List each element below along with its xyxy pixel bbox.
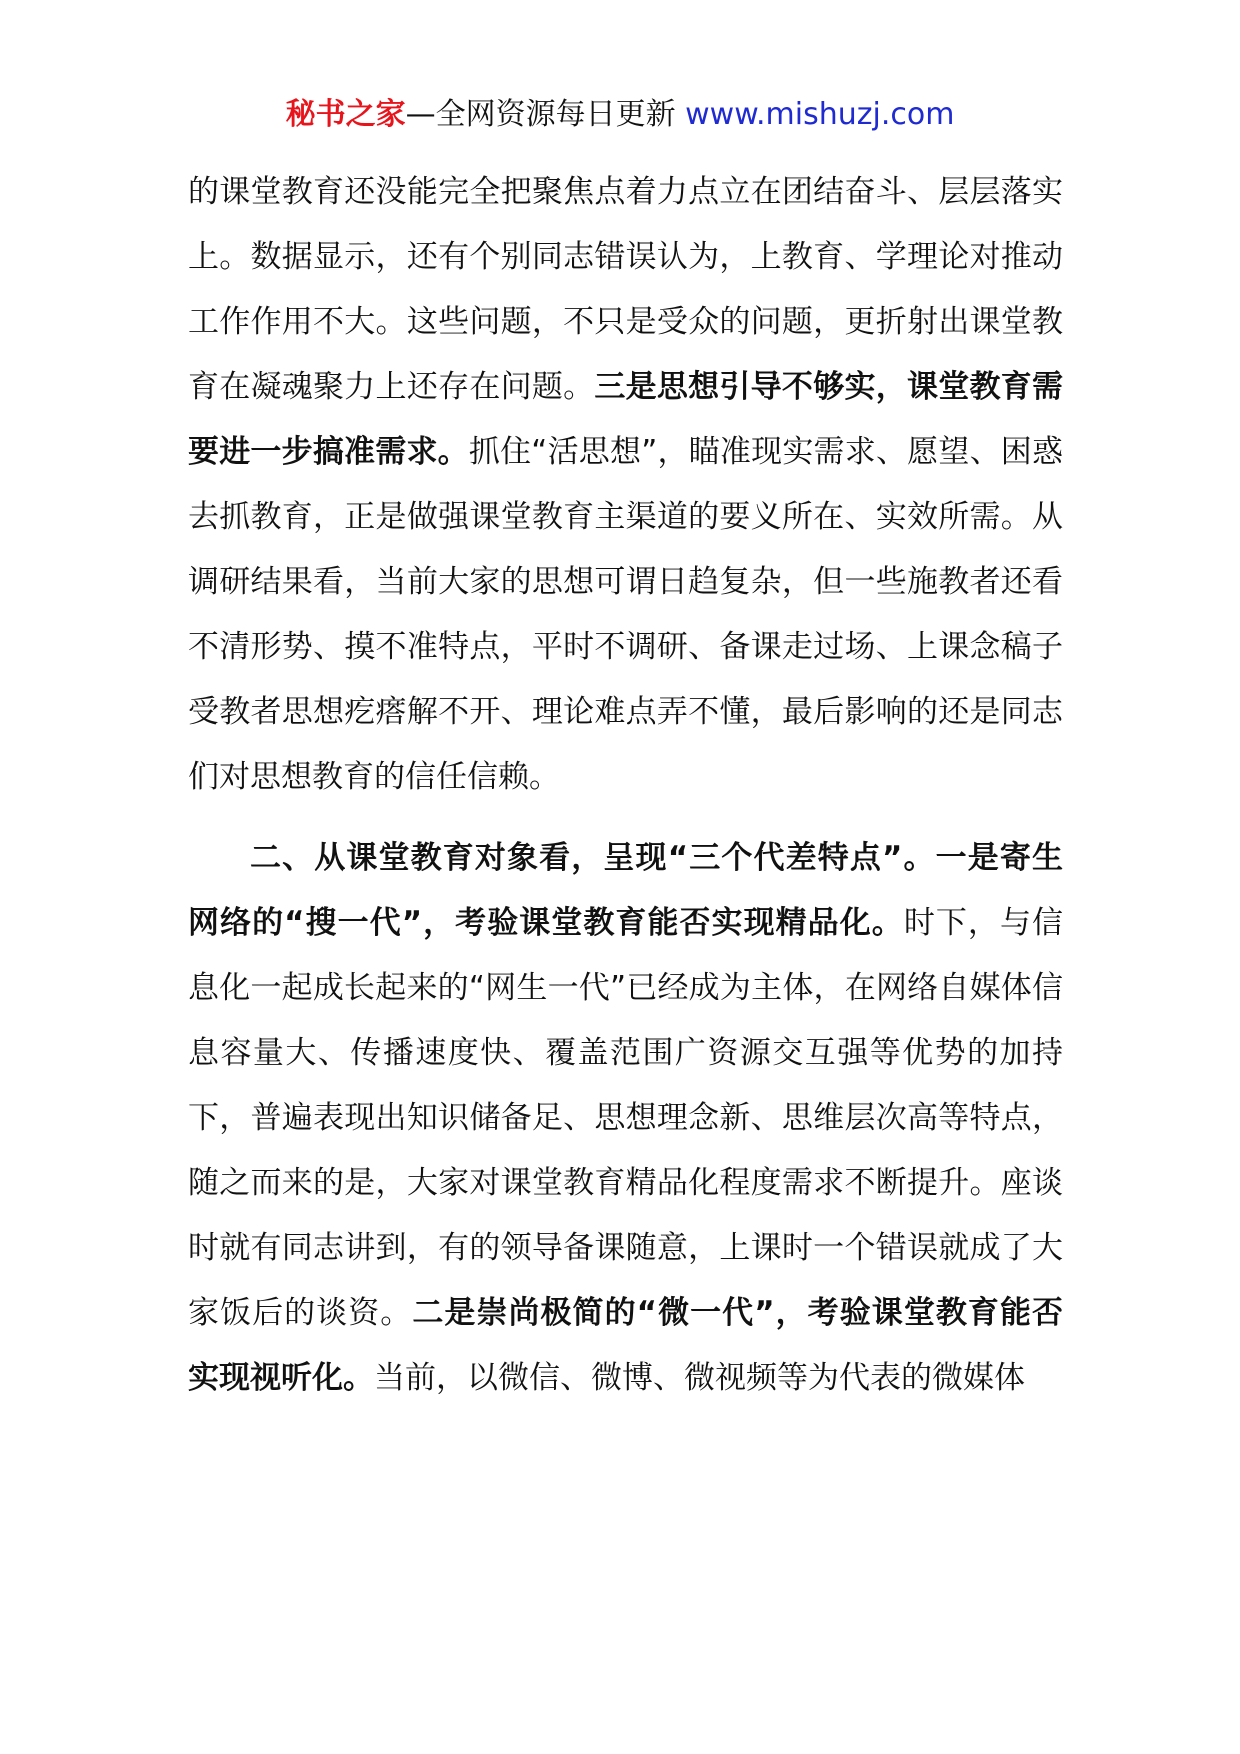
- document-body: [188, 160, 1063, 1411]
- text-segment: 抓住“活思想”，瞄准现实需求、愿望、困惑去抓教育，正是做强课堂教育主渠道的要义所在、实效所需。从调研结果看，当前大家的思想可谓日趋复杂，但一些施教者还看不清形势、摸不准特点，平时不调研、备课走过场、上课念稿子受教者思想疙瘩解不开、理论难点弄不懂，最后影响的还是同志们对思想教育的信任信赖。: [188, 434, 1063, 795]
- site-url-link[interactable]: www.mishuzj.com: [685, 97, 955, 132]
- text-segment: 当前，以微信、微博、微视频等为代表的微媒体: [374, 1360, 1025, 1396]
- site-watermark-header: [0, 95, 1240, 135]
- bold-heading-segment: 二是崇尚极简的“微一代”，考验课堂教育能否实现视听化。: [188, 1295, 1064, 1396]
- text-segment: 时下，与信息化一起成长起来的“网生一代”已经成为主体，在网络自媒体信息容量大、传播速度快、覆盖范围广资源交互强等优势的加持下，普遍表现出知识储备足、思想理念新、思维层次高等特点，随之而来的是，大家对课堂教育精品化程度需求不断提升。座谈时就有同志讲到，有的领导备课随意，上课时一个错误就成了大家饭后的谈资。: [188, 905, 1063, 1331]
- paragraph-1: [188, 160, 1063, 810]
- header-tagline: —全网资源每日更新: [405, 97, 686, 132]
- paragraph-2: [188, 826, 1063, 1411]
- brand-name: 秘书之家: [285, 97, 406, 132]
- text-segment: 的课堂教育还没能完全把聚焦点着力点立在团结奋斗、层层落实上。数据显示，还有个别同志错误认为，上教育、学理论对推动工作作用不大。这些问题，不只是受众的问题，更折射出课堂教育在凝魂聚力上还存在问题。: [188, 174, 1063, 405]
- section-heading-segment: 二、从课堂教育对象看，呈现“三个代差特点”。一是寄生网络的“搜一代”，考验课堂教育能否实现精品化。: [188, 840, 1063, 941]
- bold-heading-segment: 三是思想引导不够实，课堂教育需要进一步搞准需求。: [188, 369, 1064, 470]
